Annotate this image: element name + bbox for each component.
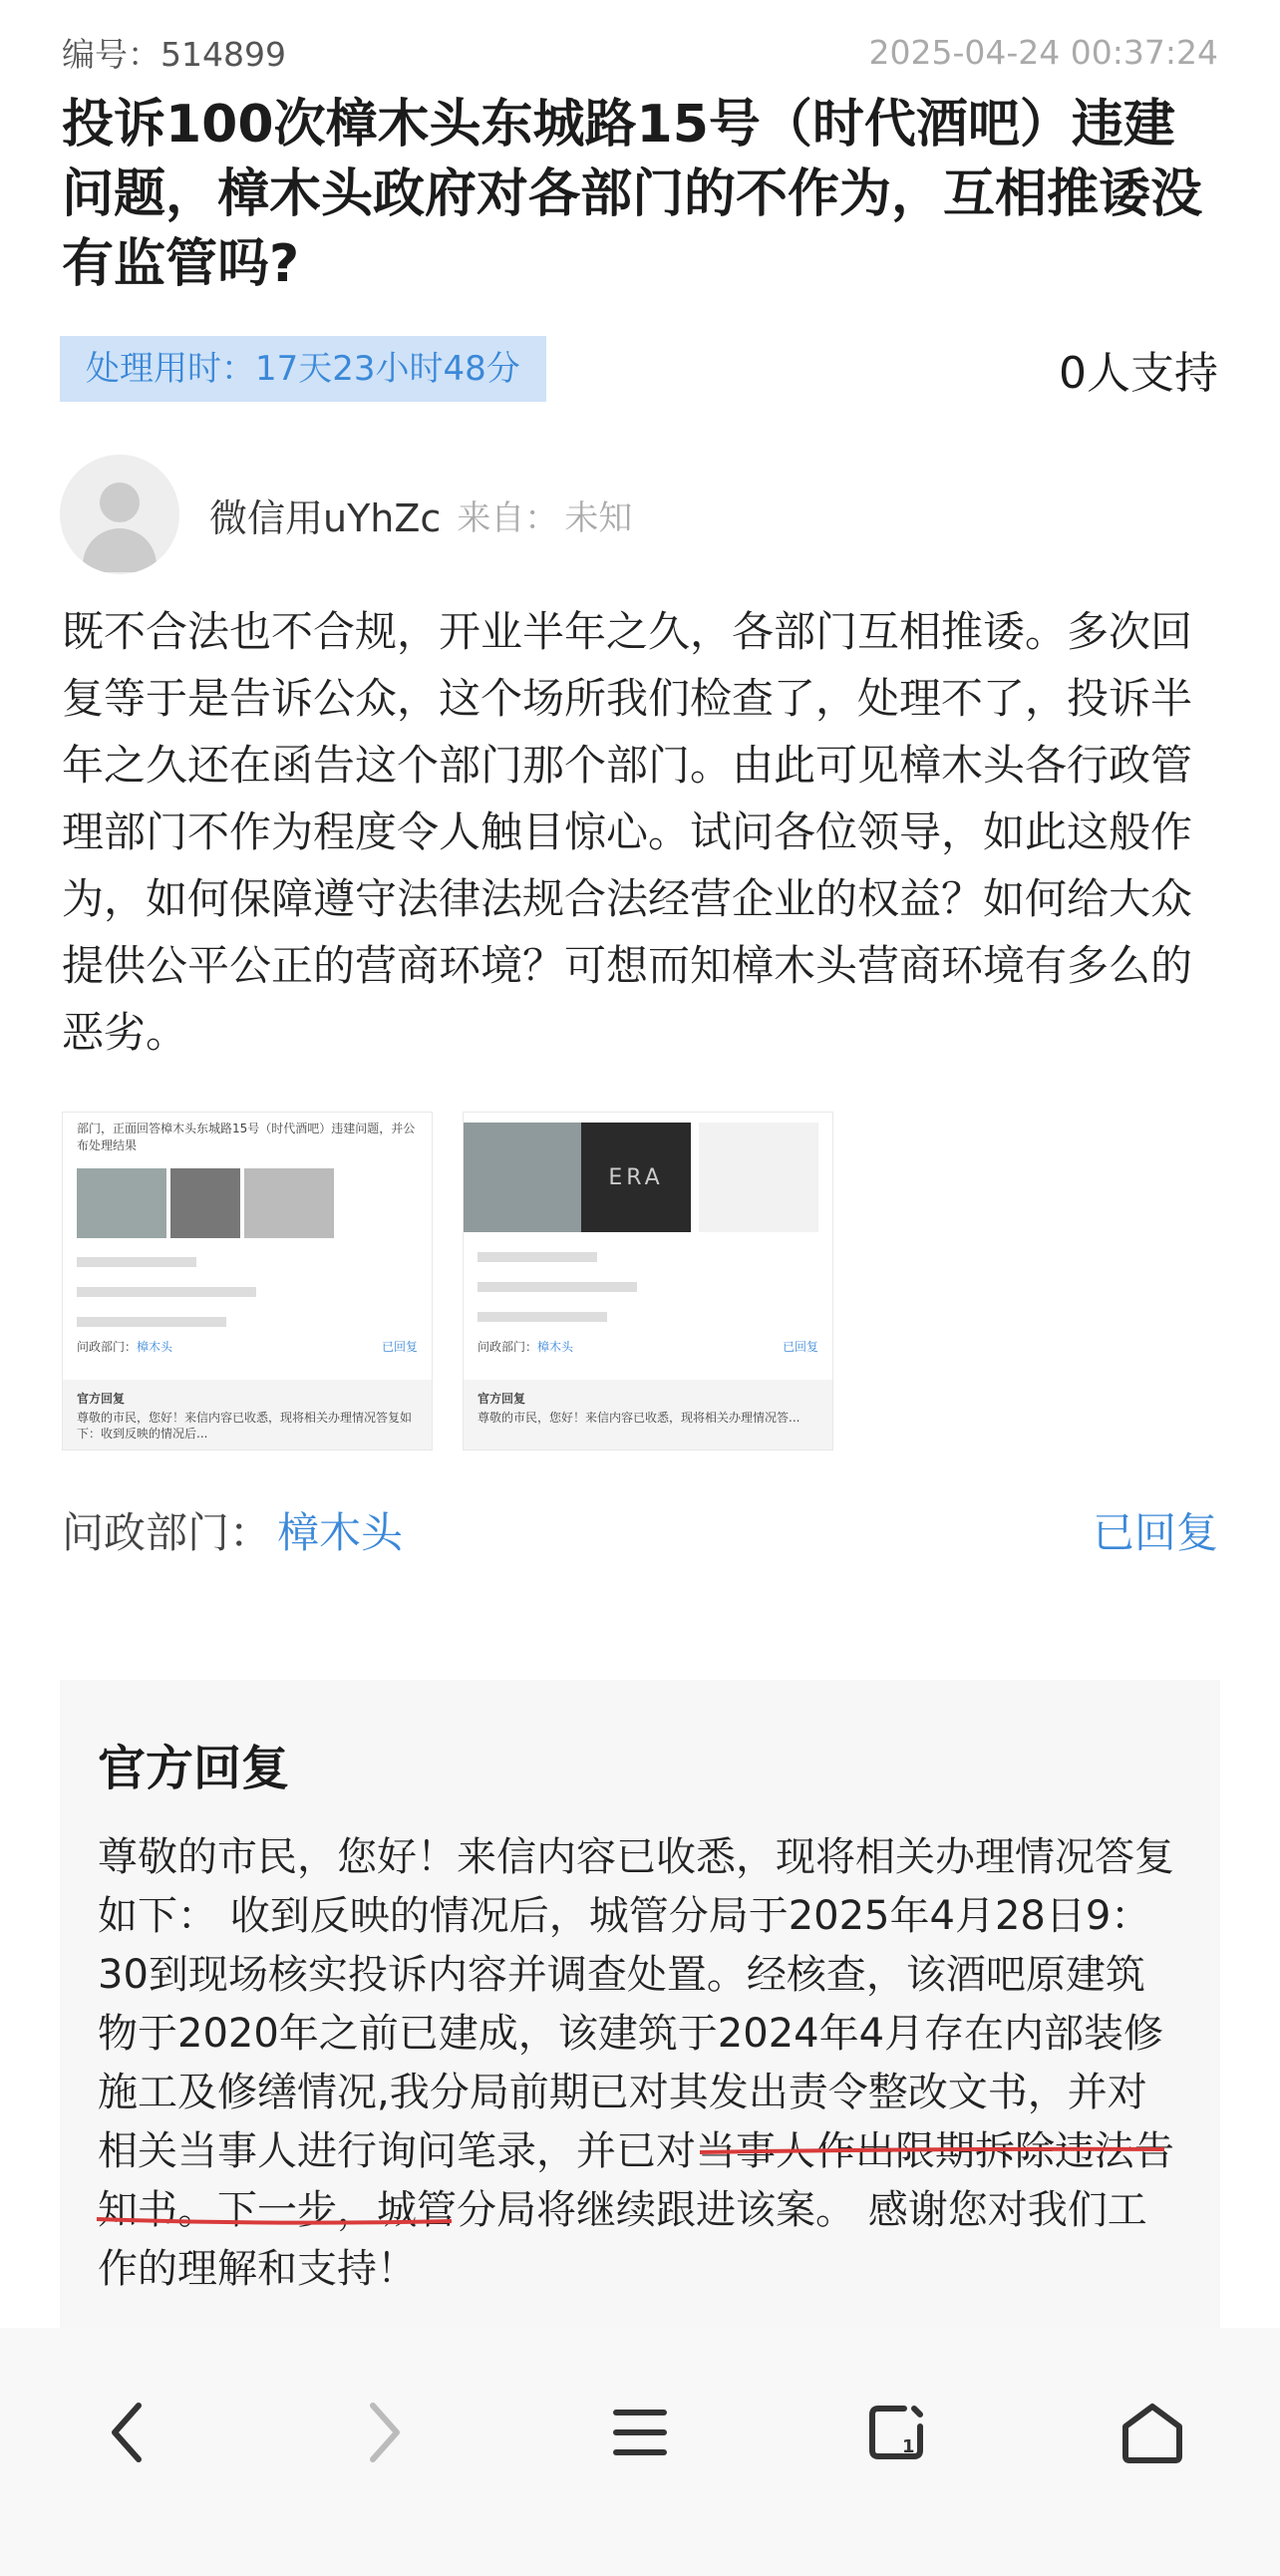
- thumb-status: 已回复: [782, 1340, 818, 1354]
- complaint-number: 编号：514899: [62, 34, 286, 74]
- thumb-line: [77, 1287, 256, 1297]
- meta-row: [62, 30, 1218, 74]
- forward-icon: [359, 2398, 409, 2467]
- attachment-thumbnails: [62, 1112, 863, 1450]
- thumb-photo: [170, 1168, 240, 1238]
- thumb-dept: 问政部门：樟木头: [478, 1340, 574, 1354]
- thumb-reply: [63, 1380, 432, 1449]
- user-info: [60, 455, 632, 574]
- timestamp: 2025-04-24 00:37:24: [868, 32, 1218, 72]
- thumb-line: [478, 1252, 597, 1262]
- thumb-status: 已回复: [381, 1340, 418, 1354]
- official-reply-title: 官方回复: [98, 1741, 290, 1796]
- from-value: 未知: [564, 497, 633, 538]
- thumb-reply-title: 官方回复: [478, 1392, 526, 1406]
- avatar[interactable]: [60, 455, 179, 574]
- home-icon: [1118, 2401, 1187, 2464]
- complaint-content: 既不合法也不合规，开业半年之久，各部门互相推诿。多次回复等于是告诉公众，这个场所我们检查了，处理不了，投诉半年之久还在函告这个部门那个部门。由此可见樟木头各行政管理部门不作为程度令人触目惊心。试问各位领导，如此这般作为，如何保障遵守法律法规合法经营企业的权益？如何给大众提供公平公正的营商环境？可想而知樟木头营商环境有多么的恶劣。: [62, 607, 1193, 1057]
- thumb-reply-text: 尊敬的市民，您好！来信内容已收悉，现将相关办理情况答...: [478, 1411, 800, 1425]
- red-underline-stroke: [700, 2149, 1164, 2152]
- red-underline-stroke: [97, 2219, 452, 2223]
- department: [62, 1500, 403, 1560]
- avatar-body-shape: [83, 528, 157, 572]
- back-button[interactable]: [68, 2373, 187, 2492]
- forward-button[interactable]: [324, 2373, 444, 2492]
- thumb-reply-title: 官方回复: [77, 1392, 126, 1406]
- red-underline: [95, 2215, 454, 2227]
- official-reply: [60, 1680, 1220, 2338]
- department-row: [62, 1500, 1218, 1560]
- reply-status: 已回复: [1092, 1508, 1218, 1557]
- support-count[interactable]: 0人支持: [1059, 348, 1218, 399]
- browser-toolbar: [0, 2328, 1280, 2576]
- avatar-head-shape: [100, 483, 140, 522]
- thumb-line: [478, 1282, 637, 1292]
- menu-button[interactable]: [580, 2373, 700, 2492]
- status-row: [60, 334, 1218, 404]
- thumb-photo: [699, 1123, 818, 1232]
- attachment-image[interactable]: [62, 1112, 433, 1450]
- thumb-line: [478, 1312, 607, 1322]
- thumb-photo: ERA: [581, 1123, 691, 1232]
- thumb-photo: [464, 1123, 581, 1232]
- home-button[interactable]: [1093, 2373, 1212, 2492]
- official-reply-text: 尊敬的市民，您好！来信内容已收悉，现将相关办理情况答复如下： 收到反映的情况后，城管分局于2025年4月28日9：30到现场核实投诉内容并调查处置。经核查，该酒吧原建筑物于2020年之前已建成，该建筑于2024年4月存在内部装修施工及修缮情况,我分局前期已对其发出责令整改文书，并对相关当事人进行询问笔录，并已对当事人作出限期拆除违法告知书。下一步，城管分局将继续跟进该案。 感谢您对我们工作的理解和支持！: [98, 1834, 1174, 2292]
- department-label: 问政部门：: [62, 1508, 272, 1557]
- back-icon: [103, 2398, 153, 2467]
- thumb-caption: 部门，正面回答樟木头东城路15号（时代酒吧）违建问题，并公布处理结果: [77, 1122, 416, 1152]
- from-label: 来自：: [457, 497, 559, 538]
- red-underline: [698, 2146, 1166, 2154]
- tabs-button[interactable]: [836, 2373, 956, 2492]
- department-link[interactable]: 樟木头: [277, 1508, 404, 1557]
- page-title: 投诉100次樟木头东城路15号（时代酒吧）违建问题，樟木头政府对各部门的不作为，互相推诿没有监管吗?: [62, 95, 1203, 294]
- tabs-icon: [864, 2401, 928, 2464]
- username[interactable]: 微信用uYhZc: [209, 495, 442, 540]
- attachment-image[interactable]: [463, 1112, 833, 1450]
- thumb-photo: [77, 1168, 166, 1238]
- thumb-reply: [464, 1380, 832, 1449]
- thumb-line: [77, 1257, 196, 1267]
- processing-time-badge: 处理用时：17天23小时48分: [60, 336, 546, 402]
- thumb-line: [77, 1317, 226, 1327]
- svg-text:1: 1: [901, 2436, 915, 2457]
- thumb-photo: [244, 1168, 334, 1238]
- menu-icon: [610, 2403, 670, 2462]
- thumb-reply-text: 尊敬的市民，您好！来信内容已收悉，现将相关办理情况答复如下：收到反映的情况后...: [77, 1411, 413, 1441]
- thumb-dept: 问政部门：樟木头: [77, 1340, 173, 1354]
